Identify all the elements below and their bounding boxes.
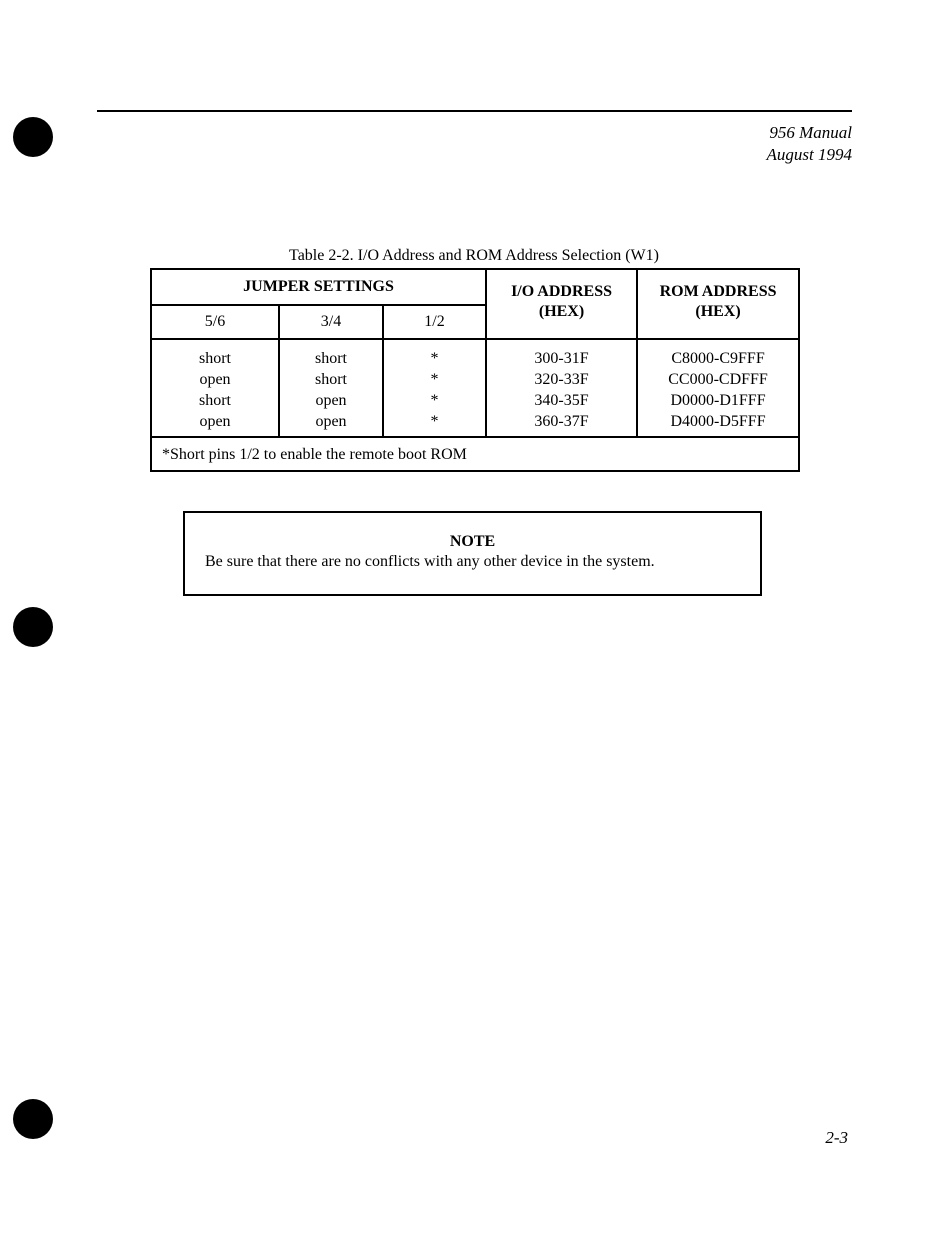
cell-rom-address: C8000-C9FFF <box>671 350 765 367</box>
cell-34: open <box>315 392 347 409</box>
rom-address-header-label: ROM ADDRESS <box>659 283 777 300</box>
io-address-header <box>486 269 637 339</box>
cell-56: open <box>199 371 231 388</box>
col-56-values <box>151 339 279 437</box>
punch-hole-bottom <box>13 1099 53 1139</box>
jumper-settings-header: JUMPER SETTINGS <box>151 269 486 305</box>
table-caption: Table 2-2. I/O Address and ROM Address Selection (W1) <box>289 247 659 264</box>
cell-rom-address: D0000-D1FFF <box>670 392 766 409</box>
cell-56: open <box>199 413 231 430</box>
cell-56: short <box>199 350 231 367</box>
io-address-header-label: I/O ADDRESS <box>511 283 612 300</box>
table-body-row <box>151 339 799 437</box>
cell-12: * <box>430 413 439 430</box>
rom-address-values <box>637 339 799 437</box>
col-34-values <box>279 339 383 437</box>
col-header-12: 1/2 <box>383 305 486 339</box>
table-footnote: *Short pins 1/2 to enable the remote boot ROM <box>151 437 799 471</box>
cell-12: * <box>430 350 439 367</box>
page-number: 2-3 <box>825 1128 848 1147</box>
cell-12: * <box>430 392 439 409</box>
rom-address-header-unit: (HEX) <box>695 303 741 320</box>
cell-io-address: 340-35F <box>534 392 589 409</box>
col-12-values <box>383 339 486 437</box>
table-footnote-row <box>151 437 799 471</box>
cell-io-address: 320-33F <box>534 371 589 388</box>
note-box <box>183 511 762 596</box>
table-header-row-1 <box>151 269 799 305</box>
col-header-56: 5/6 <box>151 305 279 339</box>
cell-rom-address: CC000-CDFFF <box>668 371 768 388</box>
address-selection-table <box>150 268 800 472</box>
note-title: NOTE <box>449 533 496 550</box>
page-header <box>767 122 852 166</box>
rom-address-header <box>637 269 799 339</box>
header-rule <box>97 110 852 112</box>
cell-34: short <box>315 350 347 367</box>
io-address-values <box>486 339 637 437</box>
col-header-34: 3/4 <box>279 305 383 339</box>
cell-56: short <box>199 392 231 409</box>
punch-hole-middle <box>13 607 53 647</box>
io-address-header-unit: (HEX) <box>538 303 585 320</box>
note-text: Be sure that there are no conflicts with any other device in the system. <box>205 553 655 570</box>
cell-34: short <box>315 371 347 388</box>
header-date: August 1994 <box>766 145 852 164</box>
header-manual-title: 956 Manual <box>769 123 852 142</box>
punch-hole-top <box>13 117 53 157</box>
cell-12: * <box>430 371 439 388</box>
cell-io-address: 300-31F <box>534 350 589 367</box>
cell-rom-address: D4000-D5FFF <box>670 413 766 430</box>
cell-34: open <box>315 413 347 430</box>
cell-io-address: 360-37F <box>534 413 589 430</box>
